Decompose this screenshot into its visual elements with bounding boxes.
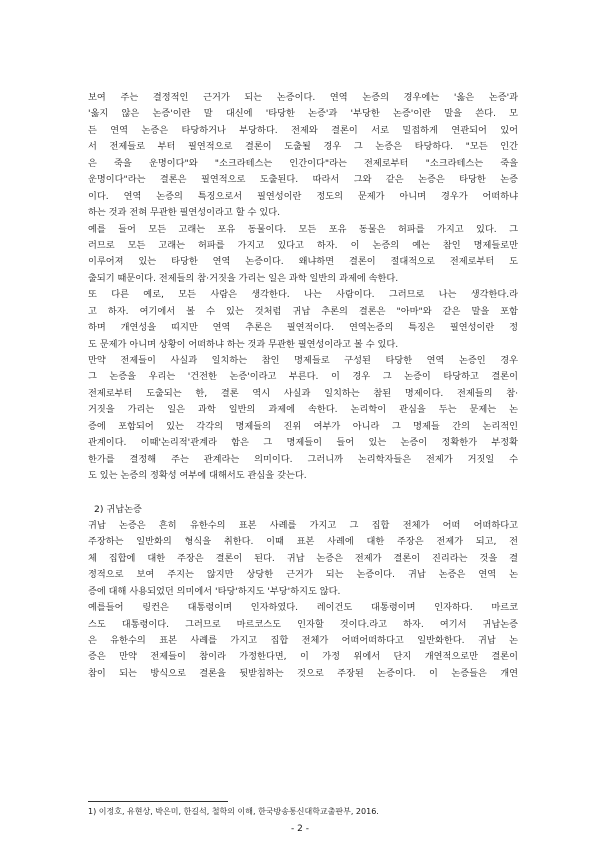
text-line: 예를 들어 모든 고래는 포유 동물이다. 모든 포유 동물은 허파를 가지고 있다. 그 [88,223,518,235]
text-line: 하며 개연성을 띠지만 연역 추론은 필연적이다. 연역논증의 특징은 필연성이란 정 [88,322,518,334]
text-line: 도 문제가 아니며 상황이 어떠하냐 하는 것과 무관한 필연성이라고 볼 수 있다. [88,338,399,350]
text-line: 거짓을 가리는 일은 과학 일반의 과제에 속한다. 논리학이 관심을 두는 문제는 논 [88,404,518,416]
text-line: 그 논증을 우리는 '건전한 논증'이라고 부른다. 이 경우 그 논증이 타당하고 결론이 [88,371,518,383]
paragraph-2 [88,222,518,288]
text-line: 증에 대해 사용되었던 의미에서 '타당'하지도 '부당'하지도 않다. [88,585,341,597]
paragraph-3 [88,287,518,353]
text-line: 증에 포함되어 있는 각각의 명제들의 진위 여부가 아니라 그 명제들 간의 논리적인 [88,420,518,432]
footnote: 1) 이정호, 유현상, 박은미, 한길석, 철학의 이해, 한국방송통신대학교출판부, 2016. [88,807,379,816]
text-line: 스도 대통령이다. 그러므로 마르코스도 인자할 것이다.라고 하자. 여기서 귀납논증 [88,618,518,630]
text-line: 체 집합에 대한 주장은 결론이 된다. 귀납 논증은 전제가 결론이 진리라는 것을 결 [88,552,518,564]
text-line: 출되기 때문이다. 전제들의 참·거짓을 가리는 일은 과학 일반의 과제에 속한다. [88,272,399,284]
text-line: 보여 주는 결정적인 근거가 되는 논증이다. 연역 논증의 경우에는 '옳은 논증'과 [88,92,518,103]
text-line: 하는 것과 전혀 무관한 필연성이라고 할 수 있다. [88,207,280,219]
paragraph-5 [88,518,518,600]
text-line: 관계이다. 이때'논리적'관계라 함은 그 명제들이 들어 있는 논증이 정확한가 부정확 [88,437,518,449]
text-line: 이루어져 있는 타당한 연역 논증이다. 왜냐하면 결론이 절대적으로 전제로부터 도 [88,256,518,268]
text-line: 든 연역 논증은 타당하거나 부당하다. 전제와 결론이 서로 밀접하게 연관되어 있어 [88,124,518,136]
text-line: 전제로부터 도출되는 한, 결론 역시 사실과 일치하는 참된 명제이다. 전제들의 참· [88,387,518,399]
text-line: 이다. 연역 논증의 특징으로서 필연성이란 정도의 문제가 아니며 경우가 어떠하냐 [88,190,518,202]
text-line: 은 유한수의 표본 사례를 가지고 집합 전체가 어떠어떠하다고 일반화한다. 귀납 논 [88,635,518,646]
section-heading: 2) 귀납논증 [94,503,142,515]
text-line: 러므로 모든 고래는 허파를 가지고 있다고 하자. 이 논증의 예는 참인 명제들로만 [88,239,518,251]
text-line: 증은 만약 전제들이 참이라 가정한다면, 이 가정 위에서 단지 개연적으로만 결론이 [88,651,518,663]
paragraph-6 [88,600,518,682]
section-gap [88,485,518,502]
text-line: 한가를 결정해 주는 관계라는 의미이다. 그러니까 논리학자들은 전제가 거짓일 수 [88,453,518,465]
text-line: 예를들어 링컨은 대통령이며 인자하였다. 레이건도 대통령이며 인자하다. 마르코 [88,602,518,614]
text-line: 주장하는 일반화의 형식을 취한다. 이때 표본 사례에 대한 주장은 전제가 되고, 전 [88,536,518,548]
paragraph-4 [88,353,518,485]
body-text [88,90,518,682]
paragraph-1 [88,90,518,222]
text-line: 참이 되는 방식으로 결론을 뒷받침하는 것으로 주장된 논증이다. 이 논증들은 개연 [88,667,518,679]
text-line: 운명이다"라는 결론은 필연적으로 도출된다. 따라서 그와 같은 논증은 타당한 논증 [88,174,518,186]
text-line: 고 하자. 여기에서 볼 수 있는 것처럼 귀납 추론의 결론은 "아마"와 같은 말을 포함 [88,305,518,317]
text-line: 만약 전제들이 사실과 일치하는 참인 명제들로 구성된 타당한 연역 논증인 경우 [88,355,518,366]
footnote-divider [88,801,228,802]
text-line: 귀납 논증은 흔히 유한수의 표본 사례를 가지고 그 집합 전체가 어떠 어떠하다고 [88,519,518,531]
text-line: 정적으로 보여 주지는 않지만 상당한 근거가 되는 논증이다. 귀납 논증은 연역 논 [88,569,518,581]
text-line: 서 전제들로 부터 필연적으로 결론이 도출될 경우 그 논증은 타당하다. "모든 인간 [88,141,518,153]
text-line: 또 다른 예로, 모든 사람은 생각한다. 나는 사람이다. 그러므로 나는 생각한다.라 [88,289,518,301]
text-line: 은 죽을 운명이다"와 "소크라테스는 인간이다"라는 전제로부터 "소크라테스는 죽을 [88,157,518,169]
page-number: - 2 - [291,824,309,834]
text-line: '옳지 않은 논증'이란 말 대신에 '타당한 논증'과 '부당한 논증'이란 말을 쓴다. 모 [88,108,518,120]
text-line: 도 있는 논증의 정확성 여부에 대해서도 관심을 갖는다. [88,470,307,482]
